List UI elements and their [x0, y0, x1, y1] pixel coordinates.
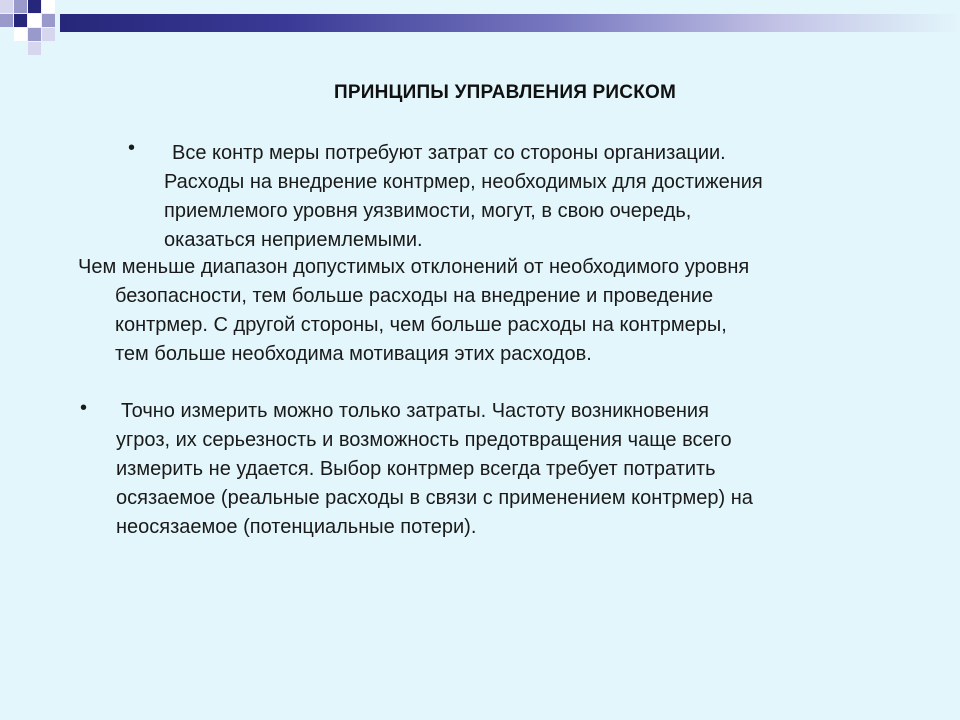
paragraph-3	[116, 397, 753, 542]
paragraph-2	[78, 253, 749, 369]
decor-square	[14, 0, 27, 13]
paragraph-2-line: Чем меньше диапазон допустимых отклонений от необходимого уровня	[78, 256, 750, 278]
decor-square	[42, 14, 55, 27]
decor-square	[14, 28, 27, 41]
header-gradient-bar	[60, 14, 960, 32]
paragraph-3-line: неосязаемое (потенциальные потери).	[116, 516, 477, 538]
paragraph-1-line: приемлемого уровня уязвимости, могут, в свою очередь,	[164, 200, 692, 222]
bullet-2: •	[80, 397, 88, 419]
paragraph-2-line: контрмер. С другой стороны, чем больше расходы на контрмеры,	[115, 314, 727, 336]
decor-square	[28, 14, 41, 27]
paragraph-3-line: Точно измерить можно только затраты. Частоту возникновения	[121, 400, 709, 422]
paragraph-3-line: осязаемое (реальные расходы в связи с применением контрмер) на	[116, 487, 753, 509]
paragraph-3-line: измерить не удается. Выбор контрмер всегда требует потратить	[116, 458, 716, 480]
decor-square	[14, 14, 27, 27]
paragraph-3-line: угроз, их серьезность и возможность предотвращения чаще всего	[116, 429, 732, 451]
decor-square	[28, 42, 41, 55]
paragraph-2-line: безопасности, тем больше расходы на внедрение и проведение	[115, 285, 714, 307]
paragraph-1	[164, 139, 763, 255]
decor-square	[28, 28, 41, 41]
paragraph-1-line: Расходы на внедрение контрмер, необходимых для достижения	[164, 171, 763, 193]
decor-square	[0, 0, 13, 13]
paragraph-2-line: тем больше необходима мотивация этих расходов.	[115, 343, 592, 365]
decor-square	[0, 14, 13, 27]
paragraph-1-line: Все контр меры потребуют затрат со стороны организации.	[172, 142, 726, 164]
decor-square	[42, 28, 55, 41]
paragraph-1-line: оказаться неприемлемыми.	[164, 229, 423, 251]
slide-title: ПРИНЦИПЫ УПРАВЛЕНИЯ РИСКОМ	[334, 82, 676, 103]
decor-square	[28, 0, 41, 13]
decor-square	[42, 0, 55, 13]
bullet-1: •	[128, 137, 136, 159]
